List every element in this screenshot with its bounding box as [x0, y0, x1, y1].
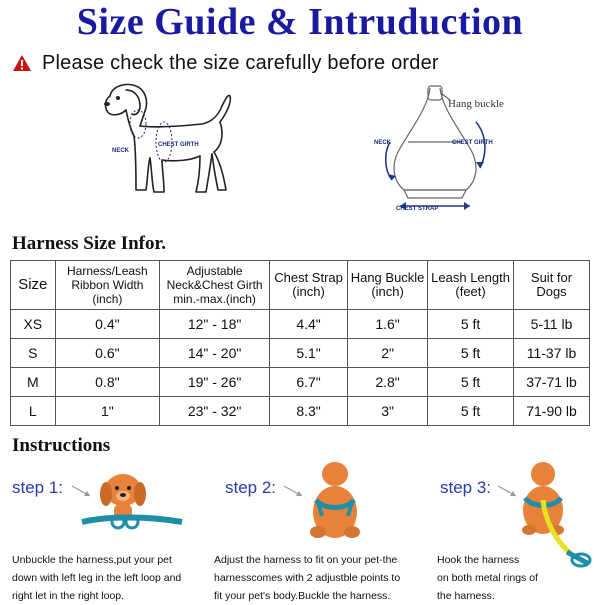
cell-girth: 23" - 32": [160, 397, 270, 426]
cell-size: L: [11, 397, 56, 426]
cell-dogs: 11-37 lb: [514, 339, 590, 368]
cell-width: 0.6": [55, 339, 159, 368]
dog-chest-girth-label: CHEST GIRTH: [158, 142, 199, 148]
col-leash-length: [428, 261, 514, 310]
col-leash-length-line1: Leash Length: [431, 270, 510, 285]
cell-dogs: 5-11 lb: [514, 310, 590, 339]
col-suit-for-line2: Dogs: [536, 284, 567, 299]
step-3-label: step 3:: [440, 478, 492, 497]
harness-neck-label: NECK: [374, 140, 392, 146]
cell-leash: 5 ft: [428, 368, 514, 397]
col-chest-strap: [270, 261, 348, 310]
cell-width: 1": [55, 397, 159, 426]
cell-leash: 5 ft: [428, 339, 514, 368]
step-1-line: Unbuckle the harness,put your pet: [12, 554, 172, 566]
cell-girth: 19" - 26": [160, 368, 270, 397]
col-hang-buckle: [348, 261, 428, 310]
step-1-pointer-icon: [72, 484, 92, 498]
step-2-line: harnesscomes with 2 adjustble points to: [214, 572, 401, 584]
dog-with-harness-icon: [78, 466, 188, 542]
hang-buckle-label: Hang buckle: [448, 98, 504, 110]
warning-text: Please check the size carefully before order: [42, 51, 439, 74]
col-suit-for-line1: Suit for: [530, 270, 573, 285]
col-size: Size: [11, 261, 56, 310]
step-2-pointer-icon: [284, 484, 304, 498]
cell-dogs: 37-71 lb: [514, 368, 590, 397]
step-2-line: Adjust the harness to fit on your pet-the: [214, 554, 398, 566]
col-chest-strap-line2: (inch): [292, 284, 325, 299]
table-row: [11, 310, 590, 339]
step-2-illustration: [300, 460, 370, 544]
dog-measure-diagram: [96, 80, 246, 210]
cell-buckle: 1.6": [348, 310, 428, 339]
col-girth-line3: min.-max.(inch): [173, 292, 256, 306]
harness-chest-strap-label: CHEST STRAP: [396, 206, 439, 212]
step-2-label: step 2:: [225, 478, 277, 497]
dog-wearing-harness-icon: [300, 460, 370, 544]
harness-diagram: [370, 82, 520, 222]
cell-leash: 5 ft: [428, 397, 514, 426]
warning-banner: [12, 50, 439, 76]
cell-chest: 8.3": [270, 397, 348, 426]
col-ribbon-width: [55, 261, 159, 310]
warning-icon: [12, 54, 32, 72]
col-ribbon-width-line3: (inch): [92, 292, 123, 306]
table-row: [11, 397, 590, 426]
table-row: [11, 368, 590, 397]
harness-chest-girth-label: CHEST GIRTH: [452, 140, 493, 146]
dog-neck-label: NECK: [112, 148, 130, 154]
step-1-line: down with left leg in the left loop and: [12, 572, 182, 584]
cell-buckle: 3": [348, 397, 428, 426]
step-2-description: [214, 551, 414, 605]
cell-chest: 4.4": [270, 310, 348, 339]
instructions-title: Instructions: [12, 435, 111, 456]
cell-size: S: [11, 339, 56, 368]
cell-leash: 5 ft: [428, 310, 514, 339]
col-ribbon-width-line1: Harness/Leash: [67, 264, 148, 278]
cell-dogs: 71-90 lb: [514, 397, 590, 426]
cell-size: XS: [11, 310, 56, 339]
cell-width: 0.4": [55, 310, 159, 339]
col-chest-strap-line1: Chest Strap: [274, 270, 343, 285]
step-1-label: step 1:: [12, 478, 64, 497]
cell-width: 0.8": [55, 368, 159, 397]
col-ribbon-width-line2: Ribbon Width: [71, 278, 144, 292]
step-3-description: [437, 551, 587, 605]
harness-size-table: [10, 260, 590, 426]
cell-chest: 5.1": [270, 339, 348, 368]
step-1-illustration: [78, 466, 188, 542]
cell-girth: 14" - 20": [160, 339, 270, 368]
cell-buckle: 2": [348, 339, 428, 368]
step-3-line: Hook the harness: [437, 554, 520, 566]
harness-table-title: Harness Size Infor.: [12, 233, 166, 254]
step-1-line: right let in the right loop.: [12, 590, 125, 602]
cell-girth: 12" - 18": [160, 310, 270, 339]
col-hang-buckle-line1: Hang Buckle: [350, 270, 425, 285]
col-girth-line2: Neck&Chest Girth: [166, 278, 263, 292]
table-header-row: [11, 261, 590, 310]
col-suit-for: [514, 261, 590, 310]
col-girth-line1: Adjustable: [186, 264, 243, 278]
step-3-line: the harness.: [437, 590, 495, 602]
table-row: [11, 339, 590, 368]
col-leash-length-line2: (feet): [455, 284, 486, 299]
step-3-pointer-icon: [498, 484, 518, 498]
step-1-description: [12, 551, 202, 605]
cell-size: M: [11, 368, 56, 397]
col-girth: [160, 261, 270, 310]
step-2-line: fit your pet's body.Buckle the harness.: [214, 590, 391, 602]
cell-chest: 6.7": [270, 368, 348, 397]
step-3-line: on both metal rings of: [437, 572, 538, 584]
col-hang-buckle-line2: (inch): [371, 284, 404, 299]
page-title: Size Guide & Intruduction: [76, 1, 524, 43]
cell-buckle: 2.8": [348, 368, 428, 397]
